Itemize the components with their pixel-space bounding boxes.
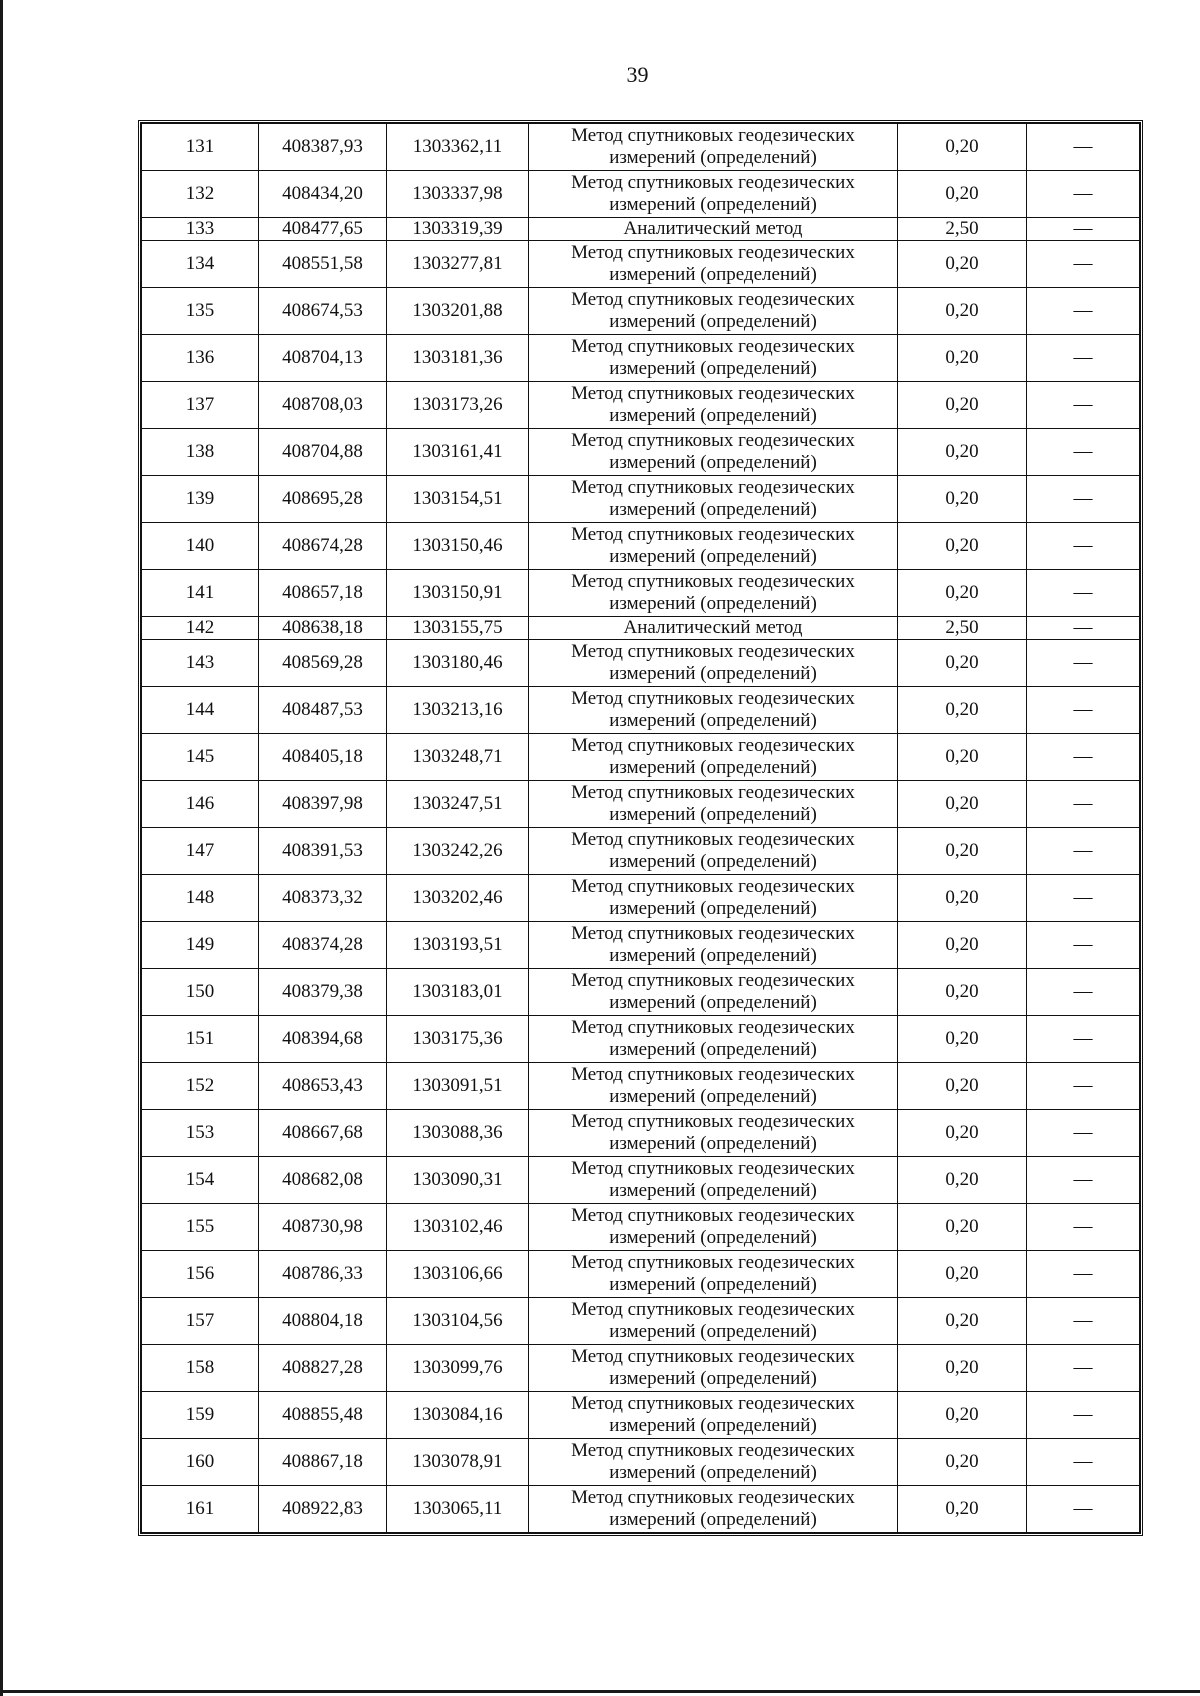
note-cell: — (1027, 288, 1140, 335)
table-row (142, 781, 1140, 828)
x-coordinate-cell: 408551,58 (259, 241, 387, 288)
table-row (142, 1110, 1140, 1157)
y-coordinate-cell: 1303161,41 (387, 429, 529, 476)
x-coordinate-cell: 408394,68 (259, 1016, 387, 1063)
accuracy-cell: 0,20 (898, 288, 1027, 335)
y-coordinate-cell: 1303088,36 (387, 1110, 529, 1157)
accuracy-cell: 0,20 (898, 875, 1027, 922)
accuracy-cell: 0,20 (898, 241, 1027, 288)
y-coordinate-cell: 1303150,46 (387, 523, 529, 570)
y-coordinate-cell: 1303337,98 (387, 171, 529, 218)
y-coordinate-cell: 1303104,56 (387, 1298, 529, 1345)
method-cell: Метод спутниковых геодезических измерений (определений) (529, 734, 898, 781)
table-row (142, 476, 1140, 523)
y-coordinate-cell: 1303183,01 (387, 969, 529, 1016)
x-coordinate-cell: 408374,28 (259, 922, 387, 969)
point-number-cell: 147 (142, 828, 259, 875)
note-cell: — (1027, 1016, 1140, 1063)
point-number-cell: 140 (142, 523, 259, 570)
x-coordinate-cell: 408682,08 (259, 1157, 387, 1204)
table-row (142, 1157, 1140, 1204)
point-number-cell: 161 (142, 1486, 259, 1533)
table-row (142, 687, 1140, 734)
table-row (142, 1298, 1140, 1345)
note-cell: — (1027, 523, 1140, 570)
accuracy-cell: 0,20 (898, 1063, 1027, 1110)
point-number-cell: 152 (142, 1063, 259, 1110)
method-cell: Метод спутниковых геодезических измерений (определений) (529, 288, 898, 335)
method-cell: Метод спутниковых геодезических измерений (определений) (529, 523, 898, 570)
table-row (142, 1063, 1140, 1110)
note-cell: — (1027, 1110, 1140, 1157)
x-coordinate-cell: 408804,18 (259, 1298, 387, 1345)
accuracy-cell: 0,20 (898, 1298, 1027, 1345)
coordinates-table (141, 123, 1140, 1533)
method-cell: Метод спутниковых геодезических измерений (определений) (529, 1392, 898, 1439)
accuracy-cell: 0,20 (898, 781, 1027, 828)
y-coordinate-cell: 1303201,88 (387, 288, 529, 335)
accuracy-cell: 0,20 (898, 969, 1027, 1016)
note-cell: — (1027, 875, 1140, 922)
table-body (142, 124, 1140, 1533)
x-coordinate-cell: 408657,18 (259, 570, 387, 617)
table-row (142, 1204, 1140, 1251)
x-coordinate-cell: 408379,38 (259, 969, 387, 1016)
table-row (142, 429, 1140, 476)
scan-bottom-edge (0, 1690, 1200, 1693)
point-number-cell: 149 (142, 922, 259, 969)
accuracy-cell: 0,20 (898, 1486, 1027, 1533)
note-cell: — (1027, 734, 1140, 781)
point-number-cell: 131 (142, 124, 259, 171)
point-number-cell: 139 (142, 476, 259, 523)
accuracy-cell: 0,20 (898, 429, 1027, 476)
y-coordinate-cell: 1303099,76 (387, 1345, 529, 1392)
method-cell: Метод спутниковых геодезических измерений (определений) (529, 1063, 898, 1110)
accuracy-cell: 0,20 (898, 124, 1027, 171)
x-coordinate-cell: 408827,28 (259, 1345, 387, 1392)
scan-left-edge (0, 0, 3, 1696)
table-row (142, 241, 1140, 288)
method-cell: Метод спутниковых геодезических измерений (определений) (529, 124, 898, 171)
note-cell: — (1027, 617, 1140, 640)
x-coordinate-cell: 408373,32 (259, 875, 387, 922)
note-cell: — (1027, 1063, 1140, 1110)
table-row (142, 570, 1140, 617)
method-cell: Метод спутниковых геодезических измерений (определений) (529, 382, 898, 429)
table-row (142, 617, 1140, 640)
method-cell: Метод спутниковых геодезических измерений (определений) (529, 828, 898, 875)
table-row (142, 875, 1140, 922)
method-cell: Метод спутниковых геодезических измерений (определений) (529, 1016, 898, 1063)
y-coordinate-cell: 1303091,51 (387, 1063, 529, 1110)
x-coordinate-cell: 408569,28 (259, 640, 387, 687)
method-cell: Метод спутниковых геодезических измерений (определений) (529, 171, 898, 218)
note-cell: — (1027, 1345, 1140, 1392)
method-cell: Метод спутниковых геодезических измерений (определений) (529, 1251, 898, 1298)
note-cell: — (1027, 171, 1140, 218)
table-row (142, 1439, 1140, 1486)
x-coordinate-cell: 408704,13 (259, 335, 387, 382)
point-number-cell: 146 (142, 781, 259, 828)
x-coordinate-cell: 408867,18 (259, 1439, 387, 1486)
accuracy-cell: 0,20 (898, 1157, 1027, 1204)
method-cell: Метод спутниковых геодезических измерений (определений) (529, 922, 898, 969)
table-row (142, 124, 1140, 171)
accuracy-cell: 0,20 (898, 1345, 1027, 1392)
x-coordinate-cell: 408730,98 (259, 1204, 387, 1251)
point-number-cell: 134 (142, 241, 259, 288)
y-coordinate-cell: 1303106,66 (387, 1251, 529, 1298)
x-coordinate-cell: 408434,20 (259, 171, 387, 218)
table-row (142, 1345, 1140, 1392)
point-number-cell: 132 (142, 171, 259, 218)
method-cell: Метод спутниковых геодезических измерений (определений) (529, 875, 898, 922)
point-number-cell: 144 (142, 687, 259, 734)
method-cell: Метод спутниковых геодезических измерений (определений) (529, 476, 898, 523)
method-cell: Метод спутниковых геодезических измерений (определений) (529, 1110, 898, 1157)
note-cell: — (1027, 241, 1140, 288)
y-coordinate-cell: 1303084,16 (387, 1392, 529, 1439)
x-coordinate-cell: 408397,98 (259, 781, 387, 828)
note-cell: — (1027, 124, 1140, 171)
x-coordinate-cell: 408391,53 (259, 828, 387, 875)
method-cell: Метод спутниковых геодезических измерений (определений) (529, 1345, 898, 1392)
accuracy-cell: 0,20 (898, 570, 1027, 617)
method-cell: Метод спутниковых геодезических измерений (определений) (529, 781, 898, 828)
y-coordinate-cell: 1303277,81 (387, 241, 529, 288)
point-number-cell: 155 (142, 1204, 259, 1251)
x-coordinate-cell: 408667,68 (259, 1110, 387, 1157)
table-row (142, 922, 1140, 969)
accuracy-cell: 0,20 (898, 687, 1027, 734)
coordinates-table-frame (138, 120, 1143, 1536)
table-row (142, 1251, 1140, 1298)
note-cell: — (1027, 781, 1140, 828)
accuracy-cell: 0,20 (898, 523, 1027, 570)
x-coordinate-cell: 408695,28 (259, 476, 387, 523)
point-number-cell: 153 (142, 1110, 259, 1157)
y-coordinate-cell: 1303078,91 (387, 1439, 529, 1486)
x-coordinate-cell: 408704,88 (259, 429, 387, 476)
method-cell: Метод спутниковых геодезических измерений (определений) (529, 429, 898, 476)
note-cell: — (1027, 218, 1140, 241)
note-cell: — (1027, 1392, 1140, 1439)
y-coordinate-cell: 1303193,51 (387, 922, 529, 969)
table-row (142, 1016, 1140, 1063)
point-number-cell: 158 (142, 1345, 259, 1392)
y-coordinate-cell: 1303150,91 (387, 570, 529, 617)
accuracy-cell: 0,20 (898, 171, 1027, 218)
method-cell: Метод спутниковых геодезических измерений (определений) (529, 335, 898, 382)
x-coordinate-cell: 408653,43 (259, 1063, 387, 1110)
x-coordinate-cell: 408405,18 (259, 734, 387, 781)
point-number-cell: 141 (142, 570, 259, 617)
y-coordinate-cell: 1303180,46 (387, 640, 529, 687)
y-coordinate-cell: 1303090,31 (387, 1157, 529, 1204)
point-number-cell: 136 (142, 335, 259, 382)
method-cell: Метод спутниковых геодезических измерений (определений) (529, 241, 898, 288)
point-number-cell: 145 (142, 734, 259, 781)
note-cell: — (1027, 1486, 1140, 1533)
y-coordinate-cell: 1303319,39 (387, 218, 529, 241)
accuracy-cell: 0,20 (898, 335, 1027, 382)
method-cell: Аналитический метод (529, 218, 898, 241)
table-row (142, 1392, 1140, 1439)
accuracy-cell: 0,20 (898, 828, 1027, 875)
table-row (142, 1486, 1140, 1533)
method-cell: Метод спутниковых геодезических измерений (определений) (529, 570, 898, 617)
note-cell: — (1027, 429, 1140, 476)
y-coordinate-cell: 1303173,26 (387, 382, 529, 429)
note-cell: — (1027, 382, 1140, 429)
note-cell: — (1027, 969, 1140, 1016)
x-coordinate-cell: 408477,65 (259, 218, 387, 241)
accuracy-cell: 0,20 (898, 1439, 1027, 1486)
accuracy-cell: 0,20 (898, 382, 1027, 429)
table-row (142, 828, 1140, 875)
accuracy-cell: 2,50 (898, 218, 1027, 241)
method-cell: Метод спутниковых геодезических измерений (определений) (529, 1439, 898, 1486)
method-cell: Метод спутниковых геодезических измерений (определений) (529, 687, 898, 734)
x-coordinate-cell: 408387,93 (259, 124, 387, 171)
accuracy-cell: 0,20 (898, 1392, 1027, 1439)
accuracy-cell: 0,20 (898, 734, 1027, 781)
method-cell: Метод спутниковых геодезических измерений (определений) (529, 1204, 898, 1251)
method-cell: Метод спутниковых геодезических измерений (определений) (529, 1486, 898, 1533)
accuracy-cell: 0,20 (898, 922, 1027, 969)
y-coordinate-cell: 1303248,71 (387, 734, 529, 781)
note-cell: — (1027, 687, 1140, 734)
x-coordinate-cell: 408674,53 (259, 288, 387, 335)
point-number-cell: 142 (142, 617, 259, 640)
point-number-cell: 154 (142, 1157, 259, 1204)
point-number-cell: 138 (142, 429, 259, 476)
point-number-cell: 151 (142, 1016, 259, 1063)
x-coordinate-cell: 408855,48 (259, 1392, 387, 1439)
page-number: 39 (626, 62, 649, 87)
y-coordinate-cell: 1303247,51 (387, 781, 529, 828)
method-cell: Метод спутниковых геодезических измерений (определений) (529, 640, 898, 687)
method-cell: Аналитический метод (529, 617, 898, 640)
point-number-cell: 150 (142, 969, 259, 1016)
point-number-cell: 133 (142, 218, 259, 241)
x-coordinate-cell: 408638,18 (259, 617, 387, 640)
y-coordinate-cell: 1303102,46 (387, 1204, 529, 1251)
note-cell: — (1027, 335, 1140, 382)
table-row (142, 288, 1140, 335)
table-row (142, 523, 1140, 570)
x-coordinate-cell: 408487,53 (259, 687, 387, 734)
note-cell: — (1027, 1439, 1140, 1486)
note-cell: — (1027, 922, 1140, 969)
method-cell: Метод спутниковых геодезических измерений (определений) (529, 1157, 898, 1204)
point-number-cell: 160 (142, 1439, 259, 1486)
x-coordinate-cell: 408708,03 (259, 382, 387, 429)
note-cell: — (1027, 1204, 1140, 1251)
y-coordinate-cell: 1303213,16 (387, 687, 529, 734)
y-coordinate-cell: 1303362,11 (387, 124, 529, 171)
note-cell: — (1027, 1157, 1140, 1204)
point-number-cell: 137 (142, 382, 259, 429)
table-row (142, 218, 1140, 241)
accuracy-cell: 0,20 (898, 1204, 1027, 1251)
accuracy-cell: 0,20 (898, 1110, 1027, 1157)
x-coordinate-cell: 408786,33 (259, 1251, 387, 1298)
accuracy-cell: 0,20 (898, 640, 1027, 687)
y-coordinate-cell: 1303242,26 (387, 828, 529, 875)
x-coordinate-cell: 408674,28 (259, 523, 387, 570)
point-number-cell: 148 (142, 875, 259, 922)
note-cell: — (1027, 1298, 1140, 1345)
x-coordinate-cell: 408922,83 (259, 1486, 387, 1533)
note-cell: — (1027, 828, 1140, 875)
method-cell: Метод спутниковых геодезических измерений (определений) (529, 1298, 898, 1345)
table-row (142, 171, 1140, 218)
point-number-cell: 143 (142, 640, 259, 687)
accuracy-cell: 2,50 (898, 617, 1027, 640)
note-cell: — (1027, 1251, 1140, 1298)
table-row (142, 734, 1140, 781)
y-coordinate-cell: 1303175,36 (387, 1016, 529, 1063)
accuracy-cell: 0,20 (898, 476, 1027, 523)
y-coordinate-cell: 1303155,75 (387, 617, 529, 640)
y-coordinate-cell: 1303202,46 (387, 875, 529, 922)
y-coordinate-cell: 1303065,11 (387, 1486, 529, 1533)
point-number-cell: 135 (142, 288, 259, 335)
method-cell: Метод спутниковых геодезических измерений (определений) (529, 969, 898, 1016)
point-number-cell: 157 (142, 1298, 259, 1345)
table-row (142, 969, 1140, 1016)
note-cell: — (1027, 476, 1140, 523)
table-row (142, 640, 1140, 687)
point-number-cell: 159 (142, 1392, 259, 1439)
accuracy-cell: 0,20 (898, 1016, 1027, 1063)
point-number-cell: 156 (142, 1251, 259, 1298)
y-coordinate-cell: 1303181,36 (387, 335, 529, 382)
note-cell: — (1027, 640, 1140, 687)
note-cell: — (1027, 570, 1140, 617)
y-coordinate-cell: 1303154,51 (387, 476, 529, 523)
accuracy-cell: 0,20 (898, 1251, 1027, 1298)
table-row (142, 382, 1140, 429)
table-row (142, 335, 1140, 382)
